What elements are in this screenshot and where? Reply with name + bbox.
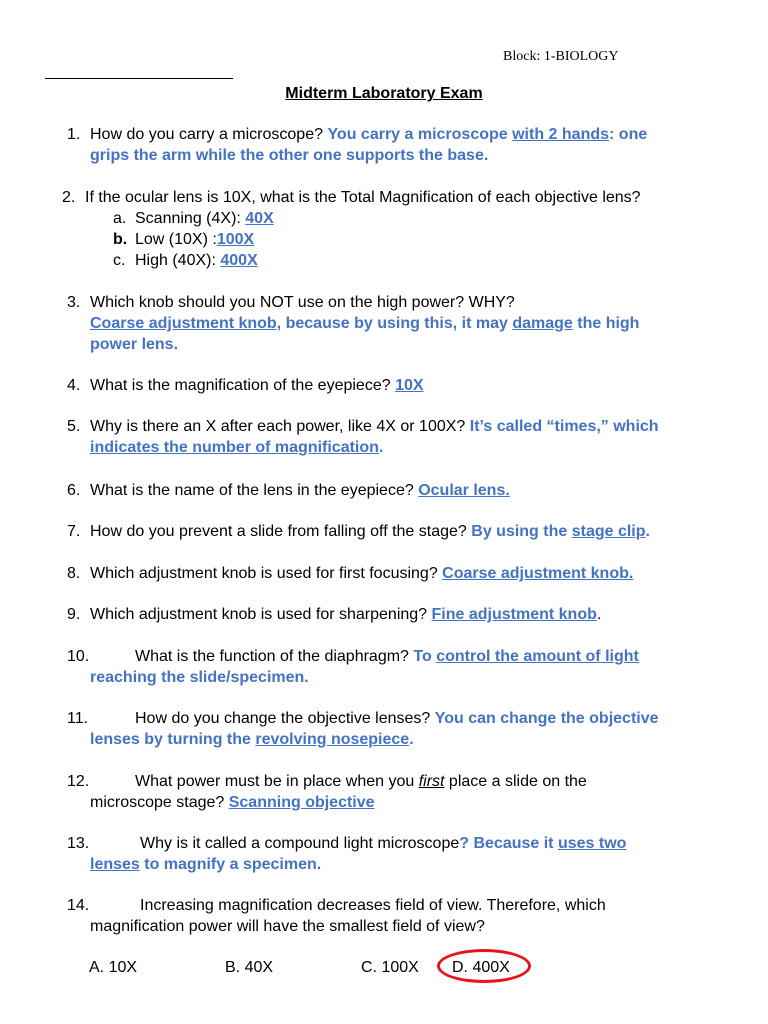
answer-text: 10X (395, 377, 424, 394)
question-text: Which adjustment knob is used for sharpening? (90, 606, 432, 623)
option-letter: c. (113, 252, 126, 269)
answer-text: 400X (220, 252, 258, 269)
question-text: Increasing magnification decreases field of view. Therefore, which (140, 897, 606, 914)
answer-text: control the amount of light (436, 648, 639, 665)
answer-text: lenses (90, 856, 140, 873)
answer-text: , because by using this, it may (276, 315, 513, 332)
option-a: A. 10X (89, 959, 138, 976)
answer-text: You carry a microscope (327, 126, 513, 143)
question-number: 3. (67, 294, 81, 311)
name-blank-line (45, 78, 233, 79)
question-number: 10. (67, 648, 90, 665)
answer-punct: . (483, 147, 489, 164)
answer-text: damage (512, 315, 573, 332)
answer-text: Coarse adjustment knob. (442, 565, 634, 582)
question-text: What is the function of the diaphragm? (135, 648, 414, 665)
answer-text: ? Because it (459, 835, 558, 852)
answer-text: to magnify a specimen. (139, 856, 322, 873)
option-letter: b. (113, 231, 128, 248)
answer-text: : one (609, 126, 648, 143)
question-text: Which knob should you NOT use on the high power? WHY? (90, 294, 515, 311)
answer-text: Fine adjustment knob (431, 606, 597, 623)
answer-punct: . (409, 731, 414, 748)
question-number: 12. (67, 773, 90, 790)
answer-text: 40X (245, 210, 274, 227)
question-text: How do you carry a microscope? (90, 126, 328, 143)
answer-text: Coarse adjustment knob (90, 315, 277, 332)
question-number: 9. (67, 606, 81, 623)
page-title: Midterm Laboratory Exam (285, 85, 483, 102)
option-letter: a. (113, 210, 127, 227)
question-text: If the ocular lens is 10X, what is the Total Magnification of each objective lens? (85, 189, 641, 206)
answer-text: power lens. (90, 336, 179, 353)
question-number: 2. (62, 189, 76, 206)
option-label: Low (10X) : (135, 231, 217, 248)
question-number: 8. (67, 565, 81, 582)
question-number: 7. (67, 523, 81, 540)
question-text: magnification power will have the smallest field of view? (90, 918, 485, 935)
answer-text: uses two (557, 835, 627, 852)
answer-text: stage clip (571, 523, 646, 540)
question-number: 14. (67, 897, 90, 914)
question-text: Which adjustment knob is used for first focusing? (90, 565, 443, 582)
question-number: 5. (67, 418, 81, 435)
emphasis-text: first (418, 773, 445, 790)
question-text: How do you prevent a slide from falling off the stage? (90, 523, 472, 540)
answer-text: By using the (471, 523, 572, 540)
option-d: D. 400X (452, 959, 510, 976)
answer-circle-mark (437, 949, 531, 983)
answer-text: grips the arm while the other one supports the base (90, 147, 484, 164)
answer-punct: . (378, 439, 384, 456)
question-text: Why is there an X after each power, like 4X or 100X? (90, 418, 470, 435)
answer-text: with 2 hands (512, 126, 610, 143)
answer-text: lenses by turning the (90, 731, 256, 748)
answer-text: indicates the number of magnification (90, 439, 379, 456)
question-text: What power must be in place when you (135, 773, 419, 790)
question-number: 13. (67, 835, 90, 852)
question-text: What is the magnification of the eyepiece? (90, 377, 396, 394)
question-number: 1. (67, 126, 81, 143)
option-label: Scanning (4X): (135, 210, 246, 227)
question-text: Why is it called a compound light microscope (140, 835, 460, 852)
option-label: High (40X): (135, 252, 221, 269)
answer-text: Scanning objective (228, 794, 375, 811)
question-text: place a slide on the (444, 773, 587, 790)
option-c: C. 100X (361, 959, 419, 976)
answer-text: revolving nosepiece (255, 731, 410, 748)
question-text: What is the name of the lens in the eyepiece? (90, 482, 419, 499)
question-number: 6. (67, 482, 81, 499)
answer-text: the high (572, 315, 640, 332)
answer-punct: . (645, 523, 650, 540)
question-number: 11. (67, 710, 89, 727)
answer-text: 100X (216, 231, 255, 248)
answer-text: It’s called “times,” which (469, 418, 659, 435)
option-b: B. 40X (225, 959, 274, 976)
question-text: How do you change the objective lenses? (135, 710, 435, 727)
question-text: microscope stage? (90, 794, 229, 811)
answer-text: Ocular lens. (418, 482, 510, 499)
answer-text: To (413, 648, 437, 665)
block-label: Block: 1-BIOLOGY (503, 49, 619, 64)
answer-text: You can change the objective (434, 710, 659, 727)
question-number: 4. (67, 377, 81, 394)
answer-punct: . (596, 606, 602, 623)
answer-text: reaching the slide/specimen. (90, 669, 309, 686)
